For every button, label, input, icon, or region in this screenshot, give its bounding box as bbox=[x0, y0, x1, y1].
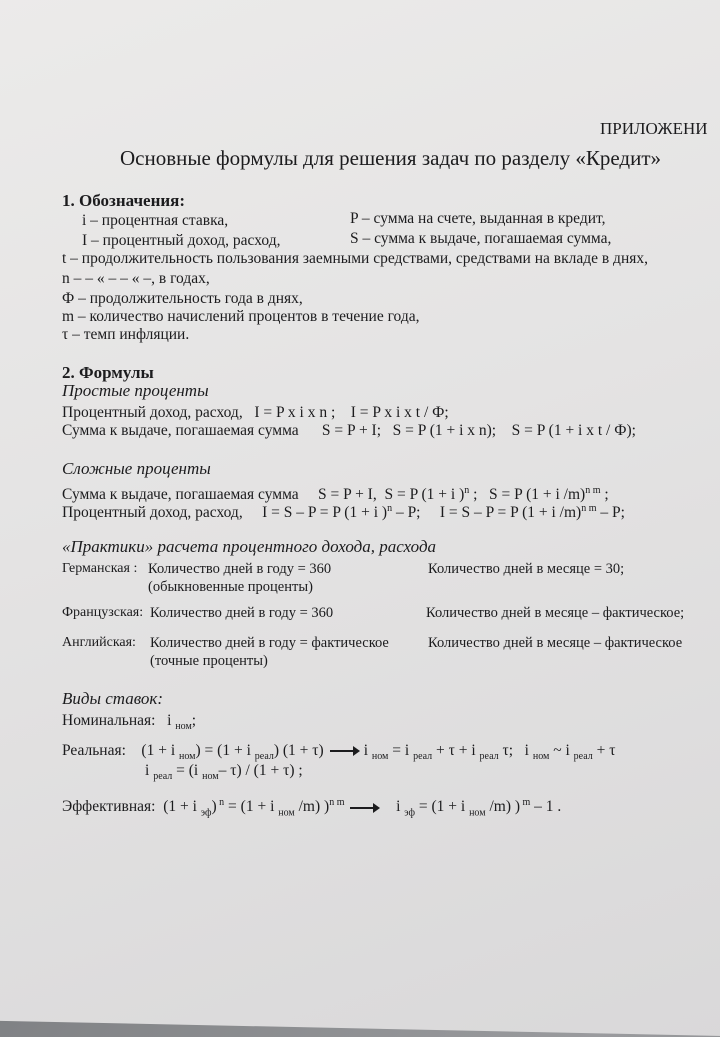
formula: I = P x i x n ; bbox=[254, 404, 336, 421]
formula-line bbox=[62, 422, 636, 440]
formula-label: Процентный доход, расход, bbox=[62, 404, 243, 421]
rates-heading: Виды ставок: bbox=[62, 689, 164, 708]
effective-rate-line: Эффективная: (1 + i $_{эф}$) $^n$ = (1 + i $_{ном}$ /m) )$^{n m}$ i $_{эф}$ = (1 + i $_{ном}$ /m) ) $^m$ – 1 . bbox=[62, 797, 562, 819]
notation-line: m – количество начислений процентов в течение года, bbox=[62, 308, 420, 325]
formula: S = P + I; bbox=[321, 422, 382, 439]
notation-line: S – сумма к выдаче, погашаемая сумма, bbox=[350, 230, 612, 247]
practice-year-note: (точные проценты) bbox=[150, 653, 268, 669]
notation-line: t – продолжительность пользования заемными средствами, средствами на вкладе в днях, bbox=[62, 250, 648, 267]
practice-month: Количество дней в месяце – фактическое bbox=[428, 635, 683, 651]
formula-label: Процентный доход, расход, bbox=[62, 504, 243, 522]
arrow-icon bbox=[350, 807, 378, 809]
practice-month: Количество дней в месяце – фактическое; bbox=[426, 605, 685, 621]
formula: S = P (1 + i x t / Ф); bbox=[511, 422, 636, 439]
rate-label: Эффективная: bbox=[62, 798, 156, 816]
page-title: Основные формулы для решения задач по разделу «Кредит» bbox=[120, 146, 662, 170]
formula: S = P (1 + i x n); bbox=[392, 422, 497, 439]
practice-name: Германская : bbox=[62, 561, 138, 576]
practice-year: Количество дней в году = 360 bbox=[148, 561, 332, 577]
practice-year-note: (обыкновенные проценты) bbox=[148, 579, 313, 595]
formula-line: Процентный доход, расход, I = S – P = P (1 + i )$^n$ – P; I = S – P = P (1 + i /m)$^{n m}$ – P; bbox=[62, 503, 625, 522]
section2-heading: 2. Формулы bbox=[62, 363, 154, 382]
practice-name: Английская: bbox=[62, 635, 136, 650]
practice-month: Количество дней в месяце = 30; bbox=[428, 561, 625, 577]
practice-name: Французская: bbox=[62, 605, 144, 620]
rate-label: Реальная: bbox=[62, 742, 126, 759]
compound-interest-heading: Сложные проценты bbox=[62, 459, 211, 478]
formula-line: Сумма к выдаче, погашаемая сумма S = P + I, S = P (1 + i )$^n$ ; S = P (1 + i /m)$^{n m}$ ; bbox=[62, 485, 609, 504]
notation-line: i – процентная ставка, bbox=[82, 212, 229, 229]
notation-line: n – – « – – « –, в годах, bbox=[62, 270, 210, 287]
appendix-label: ПРИЛОЖЕНИ bbox=[600, 119, 708, 138]
notation-line: Ф – продолжительность года в днях, bbox=[62, 290, 303, 307]
nominal-rate-line: Номинальная: i $_{ном}$; bbox=[62, 712, 197, 733]
practices-heading: «Практики» расчета процентного дохода, расхода bbox=[62, 537, 437, 556]
practice-year: Количество дней в году = фактическое bbox=[150, 635, 389, 651]
formula-line bbox=[62, 404, 449, 422]
section1-heading: 1. Обозначения: bbox=[62, 191, 186, 210]
practice-year: Количество дней в году = 360 bbox=[150, 605, 334, 621]
rate-label: Номинальная: bbox=[62, 712, 156, 729]
notation-line: I – процентный доход, расход, bbox=[82, 232, 281, 249]
arrow-icon bbox=[330, 750, 358, 752]
formula-label: Сумма к выдаче, погашаемая сумма bbox=[62, 422, 299, 439]
real-rate-line-2: i $_{реал}$ = (i $_{ном}$– τ) / (1 + τ) ; bbox=[145, 762, 303, 783]
simple-interest-heading: Простые проценты bbox=[62, 381, 209, 400]
formula: I = P x i x t / Ф; bbox=[350, 404, 449, 421]
formula-label: Сумма к выдаче, погашаемая сумма bbox=[62, 486, 299, 504]
notation-line: P – сумма на счете, выданная в кредит, bbox=[350, 210, 606, 227]
notation-line: τ – темп инфляции. bbox=[62, 326, 190, 343]
real-rate-line: Реальная: (1 + i $_{ном}$) = (1 + i $_{реал}$) (1 + τ) i $_{ном}$ = i $_{реал}$ + τ + i $_{реал}$ τ; i $_{ном}$ ~ i $_{реал}$ + τ bbox=[62, 742, 616, 763]
